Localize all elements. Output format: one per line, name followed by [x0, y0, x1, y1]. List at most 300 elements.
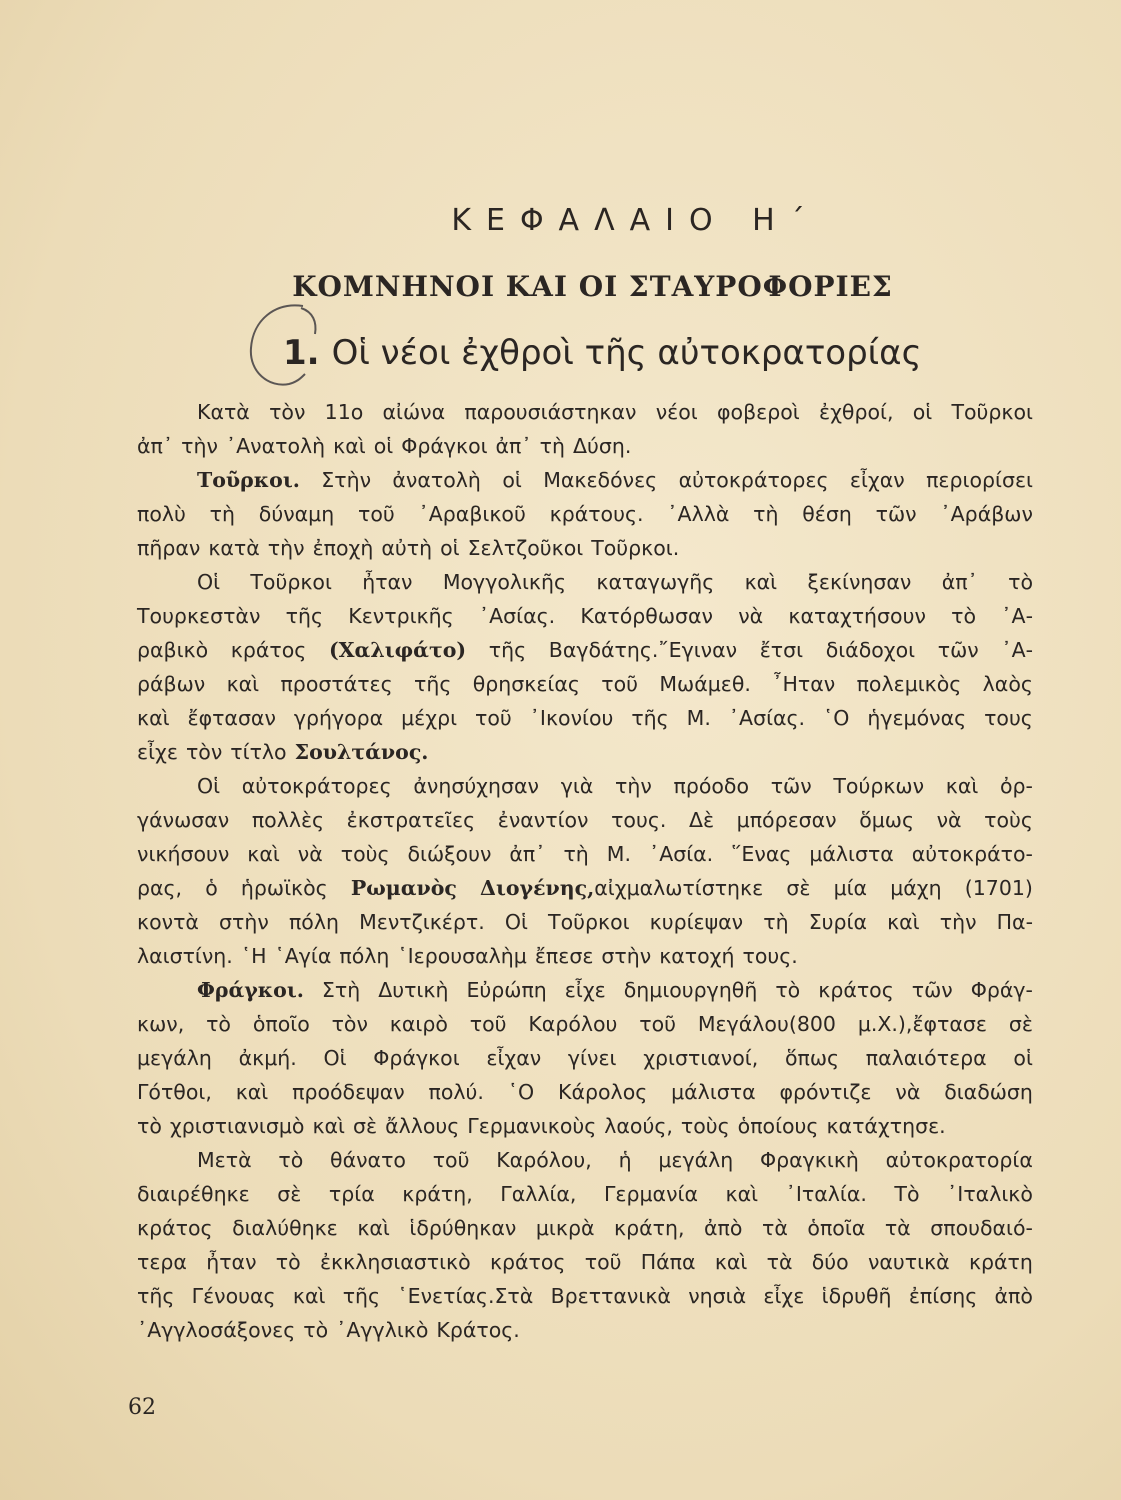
word: ναυτικὰ — [867, 1250, 950, 1274]
word: ᾿Ασίας. — [728, 706, 806, 730]
word: μικρὰ — [535, 1216, 595, 1240]
word: ὁ — [205, 876, 218, 900]
word: δύναμη — [258, 502, 335, 526]
word: πολύ. — [428, 1080, 484, 1104]
word: τῆς — [285, 604, 324, 628]
text-line — [137, 905, 1033, 939]
word: ᾿Αγγλοσάξονες — [137, 1318, 296, 1342]
text-line — [137, 599, 1033, 633]
word: ᾿Ασία. — [648, 842, 714, 866]
word: ἀπ᾿ — [495, 434, 532, 458]
word: κράτη, — [402, 1182, 473, 1206]
word: μέχρι — [401, 706, 458, 730]
word: προστάτες — [280, 672, 393, 696]
word: λαούς, — [604, 1114, 673, 1138]
word: κράτος — [818, 978, 894, 1002]
word: πρόοδο — [673, 774, 750, 798]
word: αὐτοκρατορία — [885, 1148, 1033, 1172]
word: τῶν — [770, 774, 812, 798]
word: αὐτοκράτορες — [678, 468, 829, 492]
text-line — [137, 1177, 1033, 1211]
word: γίνει — [567, 1046, 617, 1070]
word: Μ. — [686, 706, 711, 730]
word: Καρόλου — [528, 1012, 618, 1036]
word: δημιουργηθῆ — [623, 978, 758, 1002]
word: Μωάμεθ. — [659, 672, 751, 696]
word: ᾿Ασίας. — [478, 604, 556, 628]
word: Φράγκοι — [401, 434, 488, 458]
word: εἶχε — [564, 978, 606, 1002]
word: τῆς — [414, 672, 452, 696]
word: ἐχθροί, — [818, 400, 894, 424]
word: ὅμως — [859, 808, 915, 832]
word: ἀνατολὴ — [392, 468, 481, 492]
word: τὸν — [331, 1012, 368, 1036]
text-line — [137, 1279, 1033, 1313]
word: τὴν — [181, 434, 218, 458]
word: νέοι — [655, 400, 698, 424]
text-line — [137, 1041, 1033, 1075]
word: ᾿Αραβικοῦ — [418, 502, 526, 526]
word: ράβων — [137, 672, 206, 696]
word: τοῦ — [474, 706, 512, 730]
word: στὴν — [219, 910, 269, 934]
word: ᾿Ιταλικὸ — [947, 1182, 1033, 1206]
word: τοὺς — [680, 1114, 730, 1138]
word: καὶ — [357, 1216, 390, 1240]
word: πόλη — [339, 944, 390, 968]
word: τὴ — [763, 910, 789, 934]
word: Καρόλου, — [496, 1148, 592, 1172]
text-line — [137, 1109, 1033, 1143]
word: οἱ — [373, 434, 394, 458]
word: τὰ — [766, 1250, 793, 1274]
text-line — [137, 395, 1033, 429]
word: πολὺ — [137, 502, 186, 526]
word: χριστιανοί, — [643, 1046, 759, 1070]
word: ῾Ενετίας.Στὰ — [397, 1284, 534, 1308]
word: ἀπ᾿ — [941, 570, 978, 594]
word: τοῦ — [357, 502, 395, 526]
word: αἰώνα — [382, 400, 446, 424]
word: διαδώση — [944, 1080, 1033, 1104]
word: εἶχαν — [849, 468, 905, 492]
word: καιρὸ — [389, 1012, 448, 1036]
word: τὸ — [303, 1318, 329, 1342]
word: τῆς — [488, 638, 527, 662]
word: σὲ — [1008, 1012, 1033, 1036]
word: ῾Ιερουσαλὴμ — [397, 944, 527, 968]
word: κράτος — [230, 638, 307, 662]
word: ἀπ᾿ — [509, 842, 546, 866]
word: τῶν — [875, 502, 917, 526]
word: Κατὰ — [197, 400, 250, 424]
word: νικήσουν — [137, 842, 230, 866]
word: φρόντιζε — [779, 1080, 872, 1104]
word: περιορίσει — [926, 468, 1033, 492]
word: καὶ — [945, 774, 979, 798]
word: τοῦ — [601, 672, 639, 696]
word: γρήγορα — [293, 706, 384, 730]
word: Οἱ — [323, 1046, 347, 1070]
word: καὶ — [247, 842, 280, 866]
word: Τοῦρκοι — [548, 910, 630, 934]
word: Μεγάλου(800 — [697, 1012, 836, 1036]
word: σὲ — [352, 1114, 378, 1138]
word: τοὺς — [340, 842, 390, 866]
text-line — [137, 667, 1033, 701]
word: (1701) — [964, 876, 1033, 900]
word: ὀρ- — [999, 774, 1033, 798]
word: ᾿Ανατολὴ — [225, 434, 326, 458]
word: ἡρωϊκὸς — [240, 876, 328, 900]
text-line — [137, 1211, 1033, 1245]
word: ἱδρύθηκαν — [409, 1216, 517, 1240]
word: τῆς — [342, 1284, 381, 1308]
word: ἐποχὴ — [312, 536, 374, 560]
word: τῆς — [631, 706, 669, 730]
word: σὲ — [786, 876, 811, 900]
word: Δὲ — [688, 808, 715, 832]
word: τοὺς — [984, 808, 1033, 832]
word: τὸ — [1008, 570, 1033, 594]
word: Γερμανία — [604, 1182, 698, 1206]
word: ῞Ενας — [731, 842, 792, 866]
word: μ.Χ.),ἔφτασε — [857, 1012, 987, 1036]
word: ξεκίνησαν — [807, 570, 912, 594]
word: στὴν — [601, 944, 652, 968]
word: Τὸ — [894, 1182, 920, 1206]
word: Φράγ- — [970, 978, 1033, 1002]
text-line — [137, 565, 1033, 599]
word: τῶν — [937, 638, 979, 662]
word: πόλη — [288, 910, 339, 934]
word: σπουδαιό- — [930, 1216, 1033, 1240]
word: εἶχαν — [486, 1046, 542, 1070]
word: καταχτήσουν — [788, 604, 926, 628]
word: πολεμικὸς — [856, 672, 962, 696]
word: κράτη, — [614, 1216, 685, 1240]
word: Οἱ — [504, 910, 528, 934]
word: Σουλτάνος. — [294, 740, 429, 764]
word: τῆς — [137, 1284, 175, 1308]
word: μάλιστα — [671, 1080, 756, 1104]
text-line — [137, 871, 1033, 905]
word: ῾Ο — [507, 1080, 535, 1104]
word: νὰ — [936, 808, 962, 832]
word: Γερμανικοὺς — [467, 1114, 597, 1138]
word: Γότθοι, — [137, 1080, 212, 1104]
word: μάλιστα — [809, 842, 894, 866]
word: ῾Ο — [823, 706, 850, 730]
word: ᾿Αλλὰ — [667, 502, 730, 526]
word: θάνατο — [330, 1148, 406, 1172]
text-line — [137, 1245, 1033, 1279]
word: τὴ — [753, 502, 779, 526]
word: τὴν — [614, 774, 652, 798]
word: κράτος — [489, 1250, 566, 1274]
word: γάνωσαν — [137, 808, 230, 832]
word: σὲ — [277, 1182, 302, 1206]
section-number: 1. — [283, 333, 320, 373]
text-line — [137, 633, 1033, 667]
word: Μετὰ — [197, 1148, 252, 1172]
word: λαιστίνη. — [137, 944, 233, 968]
word: Φραγκικὴ — [760, 1148, 859, 1172]
word: ἐκστρατεῖες — [346, 808, 476, 832]
word: ἀνησύχησαν — [413, 774, 539, 798]
word: Φράγκοι. — [197, 978, 304, 1002]
word: προόδεψαν — [292, 1080, 405, 1104]
word: Δυτικὴ — [378, 978, 449, 1002]
word: καταγωγῆς — [596, 570, 715, 594]
word: εἶχε — [763, 1284, 805, 1308]
word: Πα- — [996, 910, 1033, 934]
word: Τοῦρκοι — [250, 570, 332, 594]
word: τοῦ — [469, 1012, 507, 1036]
section-heading — [283, 333, 922, 373]
text-line — [137, 701, 1033, 735]
word: Οἱ — [197, 570, 221, 594]
word: Γένουας — [191, 1284, 276, 1308]
word: δύο — [811, 1250, 849, 1274]
word: καὶ — [226, 672, 260, 696]
word: ἡγεμόνας — [867, 706, 967, 730]
text-line — [137, 803, 1033, 837]
word: τὰ — [884, 1216, 911, 1240]
word: κοντὰ — [137, 910, 199, 934]
word: νὰ — [895, 1080, 921, 1104]
word: οἱ — [1013, 1046, 1033, 1070]
word: νὰ — [297, 842, 323, 866]
word: ἔπεσε — [534, 944, 594, 968]
word: τῶν — [911, 978, 953, 1002]
word: τὸ — [775, 978, 801, 1002]
word: ῾Αγία — [274, 944, 332, 968]
word: ἐναντίον — [497, 808, 589, 832]
word: ραβικὸ — [137, 638, 209, 662]
word: ἔτσι — [759, 638, 804, 662]
word: τὴν — [267, 536, 305, 560]
word: γιὰ — [560, 774, 594, 798]
word: τοῦ — [432, 1148, 470, 1172]
word: ᾿Α- — [1001, 638, 1033, 662]
word: τὴν — [939, 910, 977, 934]
word: ἐκκλησιαστικὸ — [319, 1250, 471, 1274]
word: καὶ — [292, 1284, 326, 1308]
word: κατοχή — [659, 944, 735, 968]
word: τὸ — [275, 1250, 301, 1274]
word: νησιὰ — [688, 1284, 747, 1308]
word: καὶ — [333, 434, 366, 458]
text-line — [137, 463, 1033, 497]
word: κράτος — [137, 1216, 213, 1240]
word: Τοῦρκοι — [951, 400, 1033, 424]
word: τὸ — [951, 604, 977, 628]
word: Μ. — [606, 842, 631, 866]
word: Φράγκοι — [373, 1046, 460, 1070]
section-title: Οἱ νέοι ἐχθροὶ τῆς αὐτοκρατορίας — [331, 333, 922, 373]
word: τους. — [742, 944, 798, 968]
word: Κράτος. — [436, 1318, 520, 1342]
page-number: 62 — [128, 1395, 156, 1420]
text-line — [137, 837, 1033, 871]
word: τὴ — [209, 502, 236, 526]
word: ῏Ηταν — [772, 672, 836, 696]
word: τους. — [611, 808, 667, 832]
word: κων, — [137, 1012, 185, 1036]
word: χριστιανισμὸ — [169, 1114, 305, 1138]
word: διάδοχοι — [825, 638, 916, 662]
word: παλαιότερα — [865, 1046, 987, 1070]
word: Μογγολικῆς — [442, 570, 567, 594]
word: 11ο — [324, 400, 364, 424]
word: εἶχε — [137, 740, 178, 764]
word: ἦταν — [206, 1250, 257, 1274]
word: κράτη — [968, 1250, 1033, 1274]
word: οἱ — [912, 400, 933, 424]
word: (Χαλιφάτο) — [328, 638, 467, 662]
word: τὸ — [137, 1114, 162, 1138]
word: μάχη — [890, 876, 942, 900]
word: Στὴ — [321, 978, 361, 1002]
word: Οἱ — [197, 774, 221, 798]
word: Γαλλία, — [500, 1182, 577, 1206]
word: ὅπως — [784, 1046, 840, 1070]
word: νὰ — [738, 604, 764, 628]
body-text — [137, 395, 1033, 1347]
word: ἀπὸ — [994, 1284, 1033, 1308]
word: ᾿Αράβων — [940, 502, 1033, 526]
word: Κατόρθωσαν — [580, 604, 713, 628]
word: Τοῦρκοι. — [591, 536, 680, 560]
text-line — [137, 939, 1033, 973]
word: ᾿Α- — [1001, 604, 1033, 628]
word: καὶ — [137, 706, 170, 730]
word: ἀπὸ — [704, 1216, 743, 1240]
word: ἡ — [618, 1148, 632, 1172]
word: μία — [833, 876, 868, 900]
word: καὶ — [725, 1182, 759, 1206]
word: Συρία — [808, 910, 867, 934]
text-line — [137, 1007, 1033, 1041]
word: τὰ — [762, 1216, 788, 1240]
word: μεγάλη — [137, 1046, 212, 1070]
word: φοβεροὶ — [717, 400, 800, 424]
text-line — [137, 1075, 1033, 1109]
word: πῆραν — [137, 536, 201, 560]
word: ῾Η — [240, 944, 267, 968]
word: οἱ — [440, 536, 460, 560]
text-line — [137, 1313, 1033, 1347]
word: Κεντρικῆς — [348, 604, 454, 628]
word: τίτλο — [230, 740, 287, 764]
word: ὁποίους — [737, 1114, 819, 1138]
text-line — [137, 769, 1033, 803]
word: αὐτοκράτο- — [911, 842, 1033, 866]
word: τοῦ — [639, 1012, 677, 1036]
word: ᾿Αγγλικὸ — [336, 1318, 429, 1342]
text-line — [137, 1143, 1033, 1177]
word: θρησκείας — [472, 672, 580, 696]
word: ὁποῖα — [807, 1216, 866, 1240]
word: τὸ — [206, 1012, 231, 1036]
word: διαιρέθηκε — [137, 1182, 250, 1206]
text-line — [137, 429, 1033, 463]
word: κατάχτησε. — [826, 1114, 946, 1138]
word: Πάπα — [640, 1250, 696, 1274]
word: Διογένης,αἰχμαλωτίστηκε — [480, 876, 764, 900]
chapter-title: ΚΟΜΝΗΝΟΙ ΚΑΙ ΟΙ ΣΤΑΥΡΟΦΟΡΙΕΣ — [292, 270, 893, 303]
text-line — [137, 531, 1033, 565]
word: τὴ — [539, 434, 565, 458]
text-line — [137, 973, 1033, 1007]
word: τὸν — [185, 740, 223, 764]
word: θέση — [802, 502, 852, 526]
word: Τοῦρκοι. — [197, 468, 300, 492]
word: τερα — [137, 1250, 187, 1274]
word: τρία — [328, 1182, 375, 1206]
text-line — [137, 735, 1033, 769]
word: Βαγδάτης.῎Εγιναν — [548, 638, 738, 662]
word: καὶ — [744, 570, 778, 594]
word: ἄλλους — [385, 1114, 460, 1138]
word: τὸν — [269, 400, 306, 424]
word: ἱδρυθῆ — [821, 1284, 892, 1308]
word: πολλὲς — [251, 808, 325, 832]
word: μπόρεσαν — [736, 808, 837, 832]
word: Βρεττανικὰ — [550, 1284, 671, 1308]
word: διαλύθηκε — [232, 1216, 338, 1240]
word: ρας, — [137, 876, 183, 900]
word: Τουρκεστὰν — [137, 604, 261, 628]
word: ᾿Ιταλία. — [785, 1182, 867, 1206]
word: Στὴν — [321, 468, 372, 492]
word: τοῦ — [584, 1250, 622, 1274]
word: Εὐρώπη — [466, 978, 547, 1002]
word: διώξουν — [407, 842, 492, 866]
text-line — [137, 497, 1033, 531]
word: μεγάλη — [658, 1148, 734, 1172]
word: ἔφτασαν — [187, 706, 276, 730]
word: οἱ — [502, 468, 522, 492]
word: Κάρολος — [558, 1080, 648, 1104]
word: καὶ — [714, 1250, 748, 1274]
word: παρουσιάστηκαν — [464, 400, 637, 424]
word: αὐτὴ — [381, 536, 433, 560]
word: λαὸς — [982, 672, 1033, 696]
word: Δύση. — [573, 434, 632, 458]
word: κυρίεψαν — [649, 910, 744, 934]
word: Τούρκων — [833, 774, 925, 798]
word: Ρωμανὸς — [350, 876, 457, 900]
word: κατὰ — [208, 536, 260, 560]
word: τὴ — [563, 842, 589, 866]
word: τους — [984, 706, 1033, 730]
word: Σελτζοῦκοι — [467, 536, 584, 560]
chapter-label: ΚΕΦΑΛΑΙΟ Η΄ — [451, 203, 820, 238]
word: κράτους. — [549, 502, 644, 526]
word: καὶ — [235, 1080, 269, 1104]
word: ἦταν — [362, 570, 413, 594]
word: αὐτοκράτορες — [241, 774, 392, 798]
word: ἀπ᾿ — [137, 434, 174, 458]
word: τὸ — [278, 1148, 304, 1172]
word: ὁποῖο — [252, 1012, 310, 1036]
word: Μακεδόνες — [543, 468, 658, 492]
word: ἀκμή. — [238, 1046, 297, 1070]
word: Μεντζικέρτ. — [359, 910, 485, 934]
